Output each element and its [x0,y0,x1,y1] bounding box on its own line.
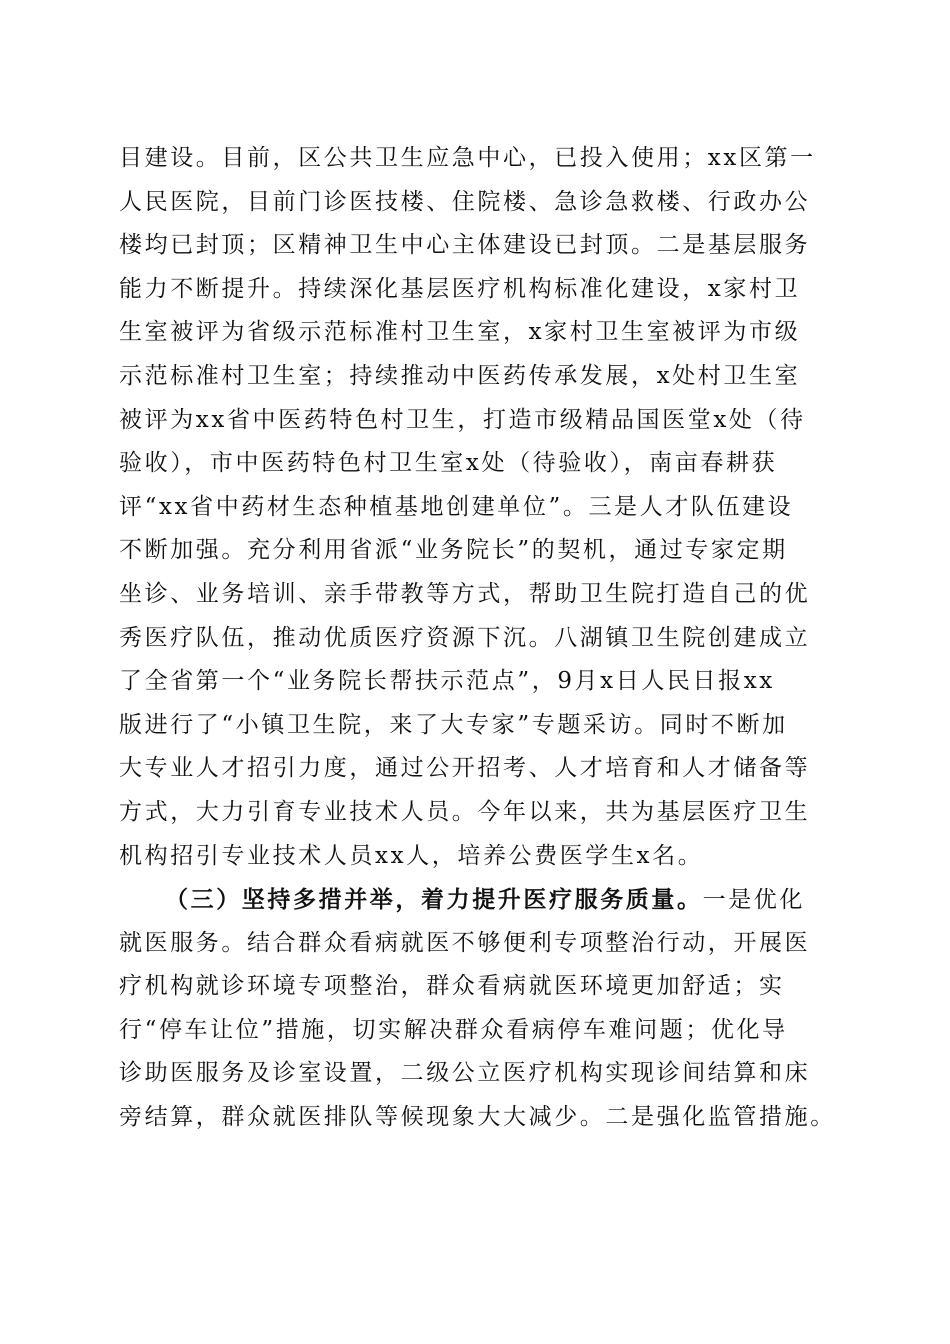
document-body [119,137,859,1140]
paragraph-line: 机构招引专业技术人员xx人，培养公费医学生x名。 [119,842,704,869]
paragraph-line: 诊助医服务及诊室设置，二级公立医疗机构实现诊间结算和床 [119,1060,811,1087]
section-3-heading: （三）坚持多措并举，着力提升医疗服务质量。 [165,886,703,914]
paragraph-line: 方式，大力引育专业技术人员。今年以来，共为基层医疗卫生 [119,798,811,825]
paragraph-line: 人民医院，目前门诊医技楼、住院楼、急诊急救楼、行政办公 [119,188,811,215]
paragraph-line: 了全省第一个“业务院长帮扶示范点”，9月x日人民日报xx [119,668,775,695]
paragraph-line: 大专业人才招引力度，通过公开招考、人才培育和人才储备等 [119,755,811,782]
paragraph-line: 被评为xx省中医药特色村卫生，打造市级精品国医堂x处（待 [119,406,806,433]
paragraph-line: 不断加强。充分利用省派“业务院长”的契机，通过专家定期 [119,537,788,564]
section-3-first-line [119,878,859,922]
paragraph-line: 行“停车让位”措施，切实解决群众看病停车难问题；优化导 [119,1016,788,1043]
paragraph-line: 版进行了“小镇卫生院，来了大专家”专题采访。同时不断加 [119,711,788,738]
paragraph-line: 评“xx省中药材生态种植基地创建单位”。三是人才队伍建设 [119,493,794,520]
paragraph-line: 坐诊、业务培训、亲手带教等方式，帮助卫生院打造自己的优 [119,580,811,607]
paragraph-line: 验收），市中医药特色村卫生室x处（待验收），南亩春耕获 [119,450,778,477]
section-3-first-line-text: 一是优化 [702,887,806,914]
paragraph-line: 示范标准村卫生室；持续推动中医药传承发展，x处村卫生室 [119,362,801,389]
paragraph-line: 疗机构就诊环境专项整治，群众看病就医环境更加舒适；实 [119,973,785,1000]
paragraph-line: 目建设。目前，区公共卫生应急中心，已投入使用；xx区第一 [119,145,816,171]
paragraph-line: 楼均已封顶；区精神卫生中心主体建设已封顶。二是基层服务 [119,232,811,259]
paragraph-line: 秀医疗队伍，推动优质医疗资源下沉。八湖镇卫生院创建成立 [119,624,811,651]
paragraph-line: 旁结算，群众就医排队等候现象大大减少。二是强化监管措施。 [119,1104,836,1131]
paragraph-line: 能力不断提升。持续深化基层医疗机构标准化建设，x家村卫 [119,275,801,302]
paragraph-line: 生室被评为省级示范标准村卫生室，x家村卫生室被评为市级 [119,319,801,346]
paragraph-line: 就医服务。结合群众看病就医不够便利专项整治行动，开展医 [119,929,811,956]
